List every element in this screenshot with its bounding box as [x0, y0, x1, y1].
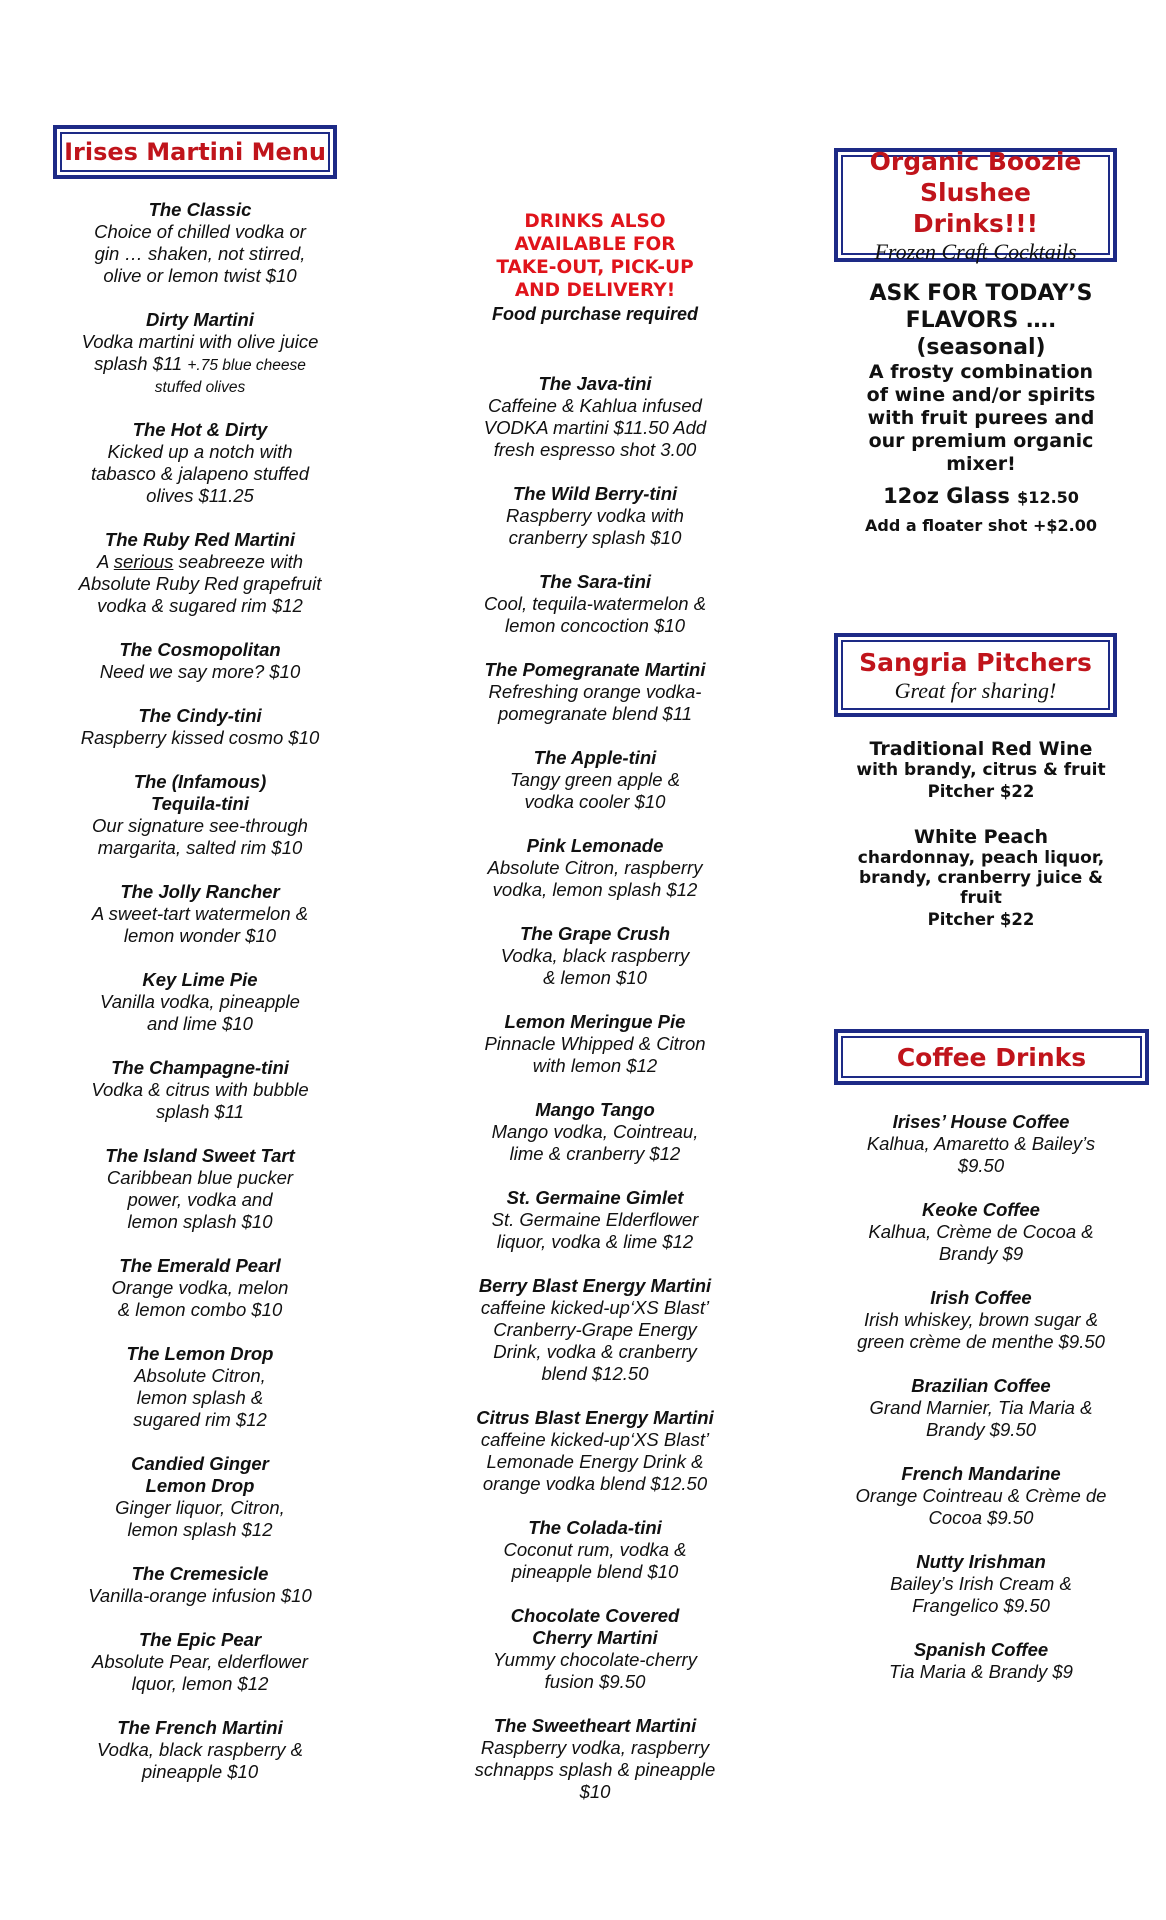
item-desc: Pinnacle Whipped & Citron with lemon $12: [484, 1033, 706, 1076]
menu-item: [55, 199, 345, 287]
item-desc: Yummy chocolate-cherry fusion $9.50: [493, 1649, 697, 1692]
menu-item: [55, 419, 345, 507]
item-desc: [69, 331, 331, 397]
menu-item: [55, 1057, 345, 1123]
item-desc: Cool, tequila-watermelon & lemon concoction $10: [483, 593, 707, 636]
menu-item: [452, 747, 738, 813]
item-name: Keoke Coffee: [922, 1199, 1040, 1220]
item-name: The Classic: [148, 199, 252, 220]
menu-item: [452, 1275, 738, 1385]
martini-list-left: [55, 199, 345, 1805]
item-name: The Wild Berry-tini: [512, 483, 678, 504]
item-name: The Lemon Drop: [126, 1343, 274, 1364]
sangria-list: [836, 738, 1126, 954]
slushee-title: Organic Boozie Slushee Drinks!!!: [869, 146, 1082, 238]
menu-item: [55, 1255, 345, 1321]
item-name: The Colada-tini: [528, 1517, 662, 1538]
coffee-title: Coffee Drinks: [896, 1042, 1087, 1072]
item-name: The Cosmopolitan: [119, 639, 281, 660]
item-name: The Jolly Rancher: [120, 881, 280, 902]
item-name: St. Germaine Gimlet: [506, 1187, 684, 1208]
menu-item: [836, 1463, 1126, 1529]
item-name: The Java-tini: [538, 373, 652, 394]
sangria-price: Pitcher $22: [927, 910, 1035, 929]
sangria-item: [836, 826, 1126, 932]
item-desc: A sweet-tart watermelon & lemon wonder $10: [91, 903, 309, 946]
menu-item: [452, 1011, 738, 1077]
martini-list-middle: [452, 373, 738, 1825]
item-desc-main: Vodka martini with olive juice splash $11: [81, 331, 319, 374]
item-name: Dirty Martini: [146, 309, 254, 330]
menu-item: [836, 1199, 1126, 1265]
item-desc: Mango vodka, Cointreau, lime & cranberry $12: [491, 1121, 699, 1164]
item-name: Citrus Blast Energy Martini: [476, 1407, 714, 1428]
sangria-name: White Peach: [913, 826, 1048, 848]
item-name: Brazilian Coffee: [911, 1375, 1051, 1396]
slushee-details: [836, 280, 1126, 540]
item-name: Irises’ House Coffee: [892, 1111, 1070, 1132]
item-desc: Tangy green apple & vodka cooler $10: [509, 769, 681, 812]
notice-line: AVAILABLE FOR: [514, 234, 676, 255]
sangria-price: Pitcher $22: [927, 782, 1035, 801]
item-desc: Our signature see-through margarita, salted rim $10: [92, 815, 308, 858]
item-name: The Ruby Red Martini: [104, 529, 296, 550]
menu-item: [55, 771, 345, 859]
item-desc: Vodka & citrus with bubble splash $11: [91, 1079, 309, 1122]
item-name: Berry Blast Energy Martini: [478, 1275, 712, 1296]
menu-item: [452, 923, 738, 989]
slushee-header: [834, 148, 1117, 262]
item-name: The Grape Crush: [519, 923, 671, 944]
item-desc: Coconut rum, vodka & pineapple blend $10: [503, 1539, 687, 1582]
item-name: The Cremesicle: [131, 1563, 269, 1584]
item-desc: Vodka, black raspberry & lemon $10: [500, 945, 690, 988]
menu-item: [55, 1629, 345, 1695]
item-desc: Choice of chilled vodka or gin … shaken, not stirred, olive or lemon twist $10: [94, 221, 306, 286]
menu-item: [836, 1111, 1126, 1177]
item-name: The Epic Pear: [138, 1629, 262, 1650]
notice-line: DRINKS ALSO: [524, 211, 666, 232]
menu-item: [55, 1717, 345, 1783]
menu-item: [452, 571, 738, 637]
item-desc: Tia Maria & Brandy $9: [889, 1661, 1073, 1682]
item-desc: St. Germaine Elderflower liquor, vodka & lime $12: [491, 1209, 699, 1252]
item-name: The Sara-tini: [538, 571, 652, 592]
item-desc: Grand Marnier, Tia Maria & Brandy $9.50: [869, 1397, 1093, 1440]
menu-item: [836, 1287, 1126, 1353]
menu-item: [55, 639, 345, 683]
item-name: The Hot & Dirty: [132, 419, 268, 440]
item-name: Lemon Meringue Pie: [504, 1011, 686, 1032]
item-desc: Vodka, black raspberry & pineapple $10: [97, 1739, 303, 1782]
notice-line: TAKE-OUT, PICK-UP: [496, 257, 694, 278]
menu-item: [55, 309, 345, 397]
item-desc: Absolute Citron, raspberry vodka, lemon splash $12: [487, 857, 703, 900]
menu-item: [55, 1145, 345, 1233]
slushee-floater: Add a floater shot +$2.00: [865, 516, 1097, 535]
item-name: The Champagne-tini: [111, 1057, 289, 1078]
item-name: French Mandarine: [901, 1463, 1061, 1484]
item-desc: Raspberry vodka, raspberry schnapps splash & pineapple $10: [474, 1737, 716, 1802]
sangria-header: [834, 633, 1117, 717]
slushee-subtitle: Frozen Craft Cocktails: [874, 238, 1077, 264]
item-desc: Orange vodka, melon & lemon combo $10: [111, 1277, 289, 1320]
item-desc: [69, 551, 331, 617]
item-desc-post: seabreeze with Absolute Ruby Red grapefruit vodka & sugared rim $12: [78, 551, 322, 616]
item-desc: Kalhua, Amaretto & Bailey’s $9.50: [866, 1133, 1096, 1176]
sangria-desc: chardonnay, peach liquor, brandy, cranberry juice & fruit: [857, 848, 1105, 908]
item-name: The Apple-tini: [533, 747, 657, 768]
menu-item: [836, 1551, 1126, 1617]
martini-menu-title: Irises Martini Menu: [64, 137, 326, 166]
glass-price: $12.50: [1017, 488, 1079, 507]
item-name: The (Infamous) Tequila-tini: [133, 771, 267, 814]
item-desc: Bailey’s Irish Cream & Frangelico $9.50: [890, 1573, 1072, 1616]
item-desc: Raspberry kissed cosmo $10: [80, 727, 320, 748]
item-name: Chocolate Covered Cherry Martini: [510, 1605, 680, 1648]
item-note: +.75 blue cheese stuffed olives: [154, 357, 306, 396]
menu-item: [55, 881, 345, 947]
item-name: The Island Sweet Tart: [105, 1145, 295, 1166]
menu-item: [452, 1099, 738, 1165]
item-name: The French Martini: [117, 1717, 283, 1738]
item-desc-pre: A: [96, 551, 114, 572]
item-desc: Ginger liquor, Citron, lemon splash $12: [115, 1497, 285, 1540]
item-desc: caffeine kicked-up‘XS Blast’ Lemonade Energy Drink & orange vodka blend $12.50: [480, 1429, 710, 1494]
menu-item: [836, 1375, 1126, 1441]
item-name: The Cindy-tini: [138, 705, 262, 726]
menu-item: [55, 1563, 345, 1607]
item-desc: Absolute Pear, elderflower lquor, lemon $12: [92, 1651, 308, 1694]
item-name: Candied Ginger Lemon Drop: [131, 1453, 269, 1496]
item-name: Irish Coffee: [930, 1287, 1032, 1308]
martini-menu-header: [53, 125, 337, 179]
menu-item: [452, 1187, 738, 1253]
sangria-item: [836, 738, 1126, 804]
notice-line: AND DELIVERY!: [514, 280, 676, 301]
item-name: The Pomegranate Martini: [484, 659, 706, 680]
item-desc: Orange Cointreau & Crème de Cocoa $9.50: [855, 1485, 1107, 1528]
sangria-name: Traditional Red Wine: [869, 738, 1093, 760]
item-name: Pink Lemonade: [526, 835, 664, 856]
menu-item: [452, 1605, 738, 1693]
menu-item: [452, 483, 738, 549]
sangria-title: Sangria Pitchers: [859, 647, 1092, 677]
sangria-desc: with brandy, citrus & fruit: [856, 760, 1106, 780]
item-desc: Irish whiskey, brown sugar & green crème de menthe $9.50: [857, 1309, 1105, 1352]
notice-requirement: Food purchase required: [491, 304, 699, 324]
glass-size: 12oz Glass: [883, 484, 1010, 508]
menu-item: [55, 705, 345, 749]
slushee-ask: ASK FOR TODAY’S FLAVORS ….: [869, 281, 1093, 333]
coffee-list: [836, 1111, 1126, 1705]
item-desc: Kicked up a notch with tabasco & jalapeno stuffed olives $11.25: [90, 441, 310, 506]
slushee-glass: [836, 482, 1126, 512]
menu-item: [452, 835, 738, 901]
item-desc-emph: serious: [113, 551, 174, 572]
menu-item: [452, 1407, 738, 1495]
item-desc: Need we say more? $10: [99, 661, 301, 682]
menu-item: [452, 659, 738, 725]
menu-item: [55, 529, 345, 617]
item-desc: Kalhua, Crème de Cocoa & Brandy $9: [868, 1221, 1094, 1264]
item-desc: caffeine kicked-up‘XS Blast’ Cranberry-Grape Energy Drink, vodka & cranberry blend $12.50: [480, 1297, 710, 1384]
menu-item: [55, 1343, 345, 1431]
item-desc: Vanilla-orange infusion $10: [88, 1585, 312, 1606]
item-desc: Caffeine & Kahlua infused VODKA martini $11.50 Add fresh espresso shot 3.00: [483, 395, 707, 460]
item-desc: Refreshing orange vodka-pomegranate blend $11: [488, 681, 702, 724]
item-name: Nutty Irishman: [916, 1551, 1046, 1572]
item-name: The Sweetheart Martini: [493, 1715, 697, 1736]
sangria-subtitle: Great for sharing!: [894, 677, 1057, 703]
item-desc: Raspberry vodka with cranberry splash $10: [506, 505, 684, 548]
menu-item: [452, 1517, 738, 1583]
item-name: Key Lime Pie: [142, 969, 258, 990]
item-name: Spanish Coffee: [913, 1639, 1049, 1660]
item-desc: Absolute Citron, lemon splash & sugared rim $12: [133, 1365, 267, 1430]
menu-item: [836, 1639, 1126, 1683]
menu-item: [452, 1715, 738, 1803]
coffee-header: [834, 1029, 1149, 1085]
menu-item: [55, 969, 345, 1035]
menu-item: [55, 1453, 345, 1541]
slushee-seasonal: (seasonal): [916, 335, 1046, 360]
item-name: The Emerald Pearl: [119, 1255, 281, 1276]
item-desc: Caribbean blue pucker power, vodka and lemon splash $10: [106, 1167, 294, 1232]
slushee-desc: A frosty combination of wine and/or spirits with fruit purees and our premium organic mixer!: [866, 361, 1096, 475]
item-name: Mango Tango: [535, 1099, 655, 1120]
item-desc: Vanilla vodka, pineapple and lime $10: [100, 991, 300, 1034]
menu-item: [452, 373, 738, 461]
takeout-notice: [452, 210, 738, 326]
